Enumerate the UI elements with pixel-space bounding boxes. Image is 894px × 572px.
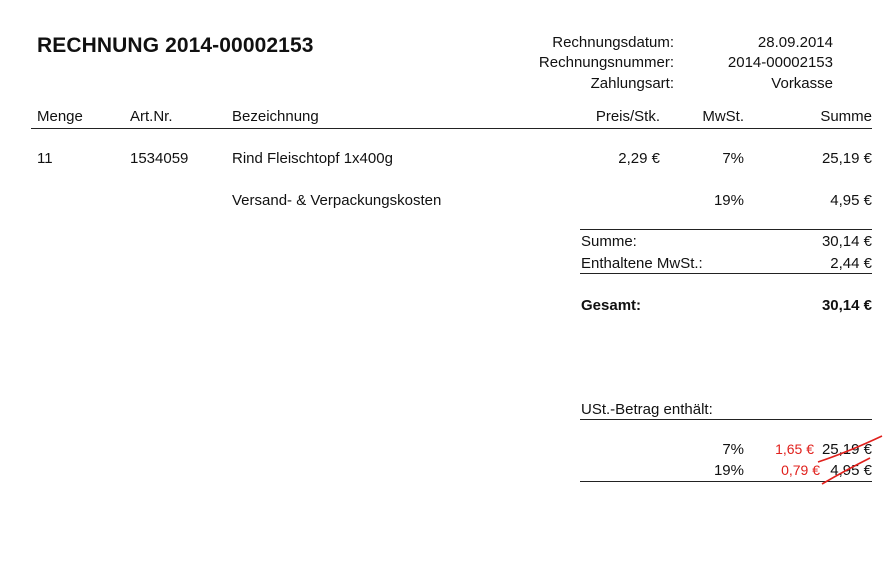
ust-row1-amount: 25,19 € xyxy=(821,441,872,458)
invoice-date-value: 28.09.2014 xyxy=(757,34,833,51)
col-header-mwst: MwSt. xyxy=(702,108,744,125)
col-header-summe: Summe xyxy=(820,108,872,125)
row1-summe: 25,19 € xyxy=(821,150,872,167)
ust-heading: USt.-Betrag enthält: xyxy=(581,401,713,418)
payment-method-label: Zahlungsart: xyxy=(590,75,674,92)
summe-value: 30,14 € xyxy=(821,233,872,250)
invoice-title: RECHNUNG 2014-00002153 xyxy=(37,34,314,57)
invoice-date-label: Rechnungsdatum: xyxy=(552,34,674,51)
ust-row2-rate: 19% xyxy=(713,462,744,479)
ust-row1-correction: 1,65 € xyxy=(775,441,814,457)
ust-row2-amount: 4,95 € xyxy=(830,462,872,479)
mwst-included-value: 2,44 € xyxy=(830,255,872,272)
payment-method-value: Vorkasse xyxy=(771,75,833,92)
row2-summe: 4,95 € xyxy=(830,192,872,209)
row1-mwst: 7% xyxy=(722,150,744,167)
col-header-menge: Menge xyxy=(37,108,83,125)
invoice-number-value: 2014-00002153 xyxy=(727,54,833,71)
col-header-preis: Preis/Stk. xyxy=(595,108,660,125)
row1-artnr: 1534059 xyxy=(130,150,189,167)
row1-menge: 11 xyxy=(37,150,53,167)
gesamt-value: 30,14 € xyxy=(821,297,872,314)
invoice-number-label: Rechnungsnummer: xyxy=(538,54,674,71)
row2-mwst: 19% xyxy=(713,192,744,209)
strike-mark-row1 xyxy=(818,436,882,462)
ust-row2-correction: 0,79 € xyxy=(781,462,820,478)
gesamt-label: Gesamt: xyxy=(581,297,642,314)
col-header-artnr: Art.Nr. xyxy=(130,108,173,125)
ust-row1-rate: 7% xyxy=(722,441,744,458)
row2-bezeichnung: Versand- & Verpackungskosten xyxy=(232,192,442,209)
strike-mark-row2 xyxy=(822,458,870,484)
mwst-included-label: Enthaltene MwSt.: xyxy=(581,255,703,272)
summe-label: Summe: xyxy=(581,233,637,250)
row1-bezeichnung: Rind Fleischtopf 1x400g xyxy=(232,150,393,167)
row1-preis: 2,29 € xyxy=(618,150,660,167)
col-header-bezeichnung: Bezeichnung xyxy=(232,108,319,125)
